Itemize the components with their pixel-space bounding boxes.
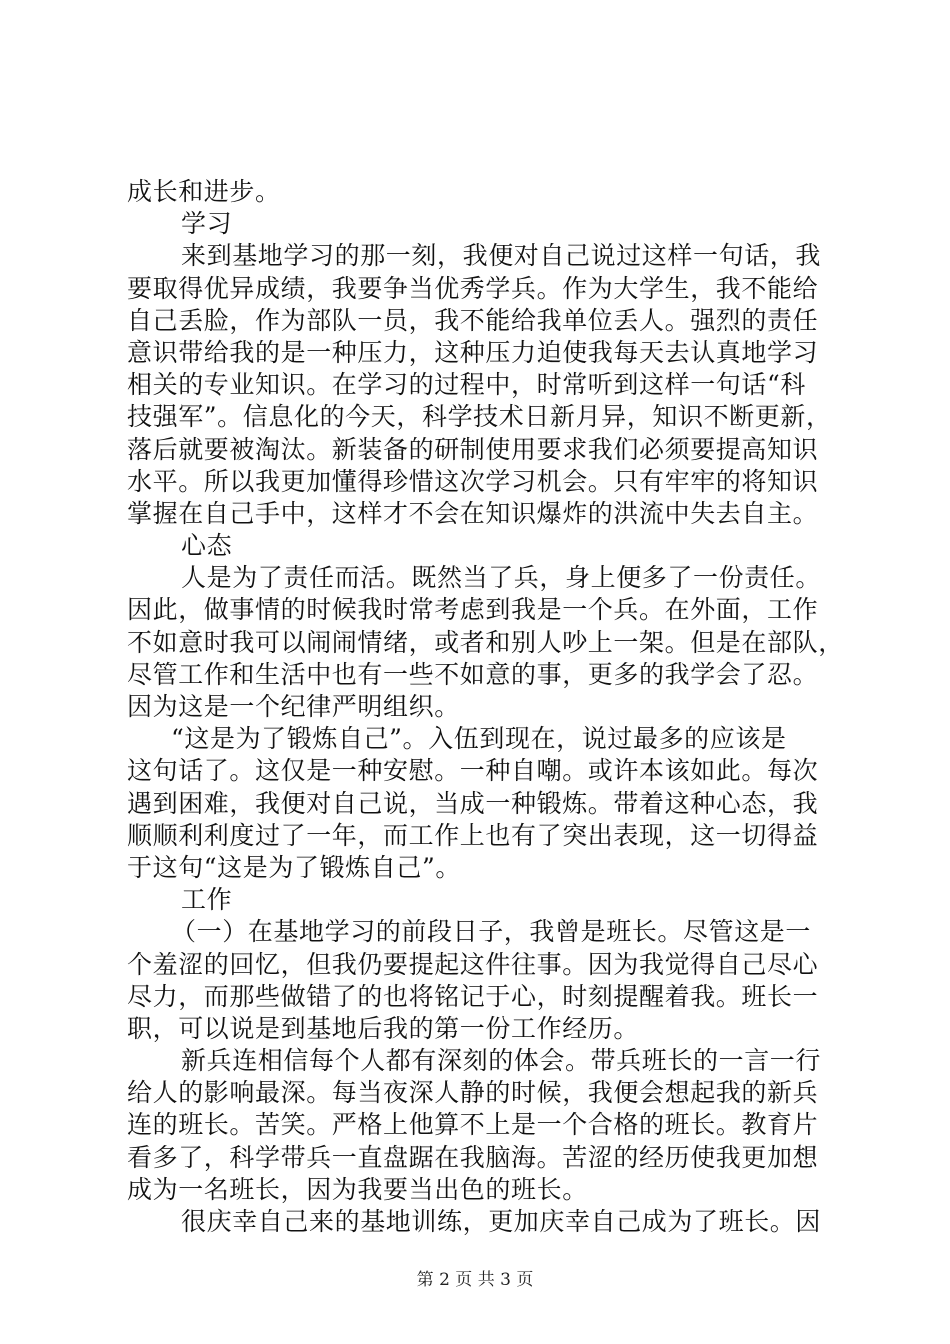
text-line: 给人的影响最深。每当夜深人静的时候，我便会想起我的新兵	[127, 1078, 819, 1108]
text-line: 看多了，科学带兵一直盘踞在我脑海。苦涩的经历使我更加想	[127, 1142, 819, 1172]
text-line: 心态	[181, 531, 233, 561]
text-line: 掌握在自己手中，这样才不会在知识爆炸的洪流中失去自主。	[127, 498, 819, 528]
text-line: 技强军”。信息化的今天，科学技术日新月异，知识不断更新，	[127, 402, 832, 432]
text-line: 学习	[181, 209, 233, 239]
text-line: 人是为了责任而活。既然当了兵，身上便多了一份责任。	[181, 563, 822, 593]
text-line: 不如意时我可以闹闹情绪，或者和别人吵上一架。但是在部队，	[127, 627, 844, 657]
text-line: “这是为了锻炼自己”。入伍到现在，说过最多的应该是	[171, 724, 787, 754]
text-line: 落后就要被淘汰。新装备的研制使用要求我们必须要提高知识	[127, 434, 819, 464]
text-line: 来到基地学习的那一刻，我便对自己说过这样一句话，我	[181, 241, 822, 271]
text-line: 相关的专业知识。在学习的过程中，时常听到这样一句话“科	[127, 370, 806, 400]
text-line: （一）在基地学习的前段日子，我曾是班长。尽管这是一	[171, 917, 812, 947]
text-line: 成为一名班长，因为我要当出色的班长。	[127, 1174, 588, 1204]
text-line: 新兵连相信每个人都有深刻的体会。带兵班长的一言一行	[181, 1046, 822, 1076]
text-line: 职，可以说是到基地后我的第一份工作经历。	[127, 1013, 640, 1043]
text-line: 自己丢脸，作为部队一员，我不能给我单位丢人。强烈的责任	[127, 305, 819, 335]
text-line: 遇到困难，我便对自己说，当成一种锻炼。带着这种心态，我	[127, 788, 819, 818]
text-line: 因为这是一个纪律严明组织。	[127, 692, 460, 721]
text-line: 意识带给我的是一种压力，这种压力迫使我每天去认真地学习	[127, 337, 819, 367]
text-line: 个羞涩的回忆，但我仍要提起这件往事。因为我觉得自己尽心	[127, 949, 819, 979]
text-line: 要取得优异成绩，我要争当优秀学兵。作为大学生，我不能给	[127, 273, 819, 303]
text-line: 成长和进步。	[127, 177, 281, 206]
page-footer: 第 2 页 共 3 页	[416, 1270, 534, 1290]
text-line: 顺顺利利度过了一年，而工作上也有了突出表现，这一切得益	[127, 820, 819, 850]
text-line: 很庆幸自己来的基地训练，更加庆幸自己成为了班长。因	[181, 1207, 822, 1236]
text-line: 工作	[181, 885, 233, 915]
text-line: 这句话了。这仅是一种安慰。一种自嘲。或许本该如此。每次	[127, 756, 819, 786]
text-line: 连的班长。苦笑。严格上他算不上是一个合格的班长。教育片	[127, 1110, 819, 1140]
text-line: 尽管工作和生活中也有一些不如意的事，更多的我学会了忍。	[127, 659, 819, 689]
text-line: 尽力，而那些做错了的也将铭记于心，时刻提醒着我。班长一	[127, 981, 819, 1011]
text-line: 于这句“这是为了锻炼自己”。	[127, 852, 461, 882]
text-line: 水平。所以我更加懂得珍惜这次学习机会。只有牢牢的将知识	[127, 466, 819, 496]
text-line: 因此，做事情的时候我时常考虑到我是一个兵。在外面，工作	[127, 595, 819, 625]
document-body	[127, 176, 844, 1238]
